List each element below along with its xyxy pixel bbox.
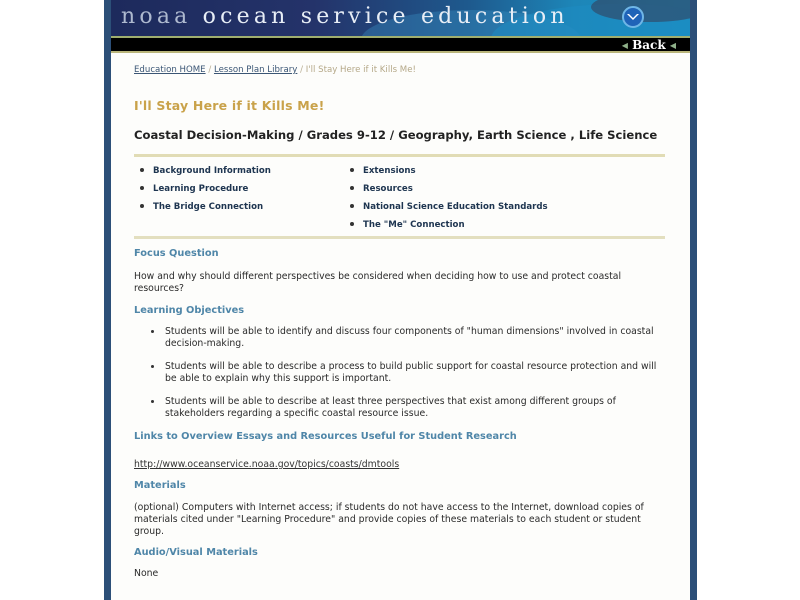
materials-text: (optional) Computers with Internet access; if students do not have access to the Internet, download copies of materials cited under "Learning Procedure" and provide copies of these materials to each student or student group. [134,502,644,537]
breadcrumb-current: I'll Stay Here if it Kills Me! [305,65,416,75]
toc-item [140,182,350,200]
page-frame [104,0,697,600]
gull-icon [626,12,640,22]
toc-item [350,218,548,236]
toc-link-learning-procedure[interactable]: Learning Procedure [153,184,249,194]
toc-item [350,200,548,218]
nav-bar [111,38,690,53]
site-title-main: ocean service education [202,4,569,29]
noaa-logo-icon[interactable] [622,6,644,28]
bullet-icon [151,400,154,403]
toc-item [140,164,350,182]
bullet-icon [151,365,154,368]
site-banner [111,0,690,36]
objective-text: Students will be able to describe at least three perspectives that exist among different groups of stakeholders regarding a specific coastal resource issue. [165,396,616,419]
toc-link-me-connection[interactable]: The "Me" Connection [363,220,465,230]
bullet-icon [350,186,354,190]
objective-item [151,361,661,385]
audio-visual-text: None [134,568,159,579]
arrow-left-icon: ◀ [621,40,628,50]
bullet-icon [151,330,154,333]
bullet-icon [140,204,144,208]
objective-text: Students will be able to describe a process to build public support for coastal resource protection and will be able to explain why this support is important. [165,361,657,384]
learning-objectives-list [134,326,666,420]
audio-visual-heading: Audio/Visual Materials [134,547,258,558]
page-subtitle: Coastal Decision-Making / Grades 9-12 / Geography, Earth Science , Life Science [134,128,658,142]
toc-link-background-information[interactable]: Background Information [153,166,271,176]
toc-item [140,200,350,218]
learning-objectives-heading: Learning Objectives [134,305,245,316]
bullet-icon [350,204,354,208]
bullet-icon [140,186,144,190]
breadcrumb-separator: / [300,65,303,75]
bullet-icon [350,168,354,172]
objective-item [151,326,661,350]
toc-column-1 [140,164,350,236]
back-label: Back [632,38,666,52]
site-title [121,4,569,29]
site-title-noaa: noaa [121,4,192,29]
materials-heading: Materials [134,480,186,491]
table-of-contents [134,157,666,236]
page-inner [111,0,690,600]
links-heading: Links to Overview Essays and Resources Useful for Student Research [134,431,517,442]
divider [134,236,665,239]
arrow-left-icon: ◀ [669,40,676,50]
dmtools-link[interactable]: http://www.oceanservice.noaa.gov/topics/coasts/dmtools [134,459,400,470]
bullet-icon [350,222,354,226]
breadcrumb-separator: / [208,65,212,75]
main-content [111,53,666,580]
focus-question-heading: Focus Question [134,248,219,259]
breadcrumb [134,65,666,79]
back-link[interactable] [622,38,676,53]
bullet-icon [140,168,144,172]
focus-question-text: How and why should different perspectives be considered when deciding how to use and protect coastal resources? [134,271,622,294]
toc-item [350,164,548,182]
page-title: I'll Stay Here if it Kills Me! [134,98,325,113]
breadcrumb-education-home[interactable]: Education HOME [134,65,206,75]
toc-column-2 [350,164,548,236]
toc-link-national-science-standards[interactable]: National Science Education Standards [363,202,548,212]
toc-link-resources[interactable]: Resources [363,184,413,194]
links-url-wrap [134,452,666,471]
objective-item [151,396,661,420]
objective-text: Students will be able to identify and discuss four components of "human dimensions" involved in coastal decision-making. [165,326,654,349]
toc-item [350,182,548,200]
toc-link-extensions[interactable]: Extensions [363,166,416,176]
breadcrumb-lesson-plan-library[interactable]: Lesson Plan Library [213,65,298,75]
toc-link-bridge-connection[interactable]: The Bridge Connection [153,202,264,212]
